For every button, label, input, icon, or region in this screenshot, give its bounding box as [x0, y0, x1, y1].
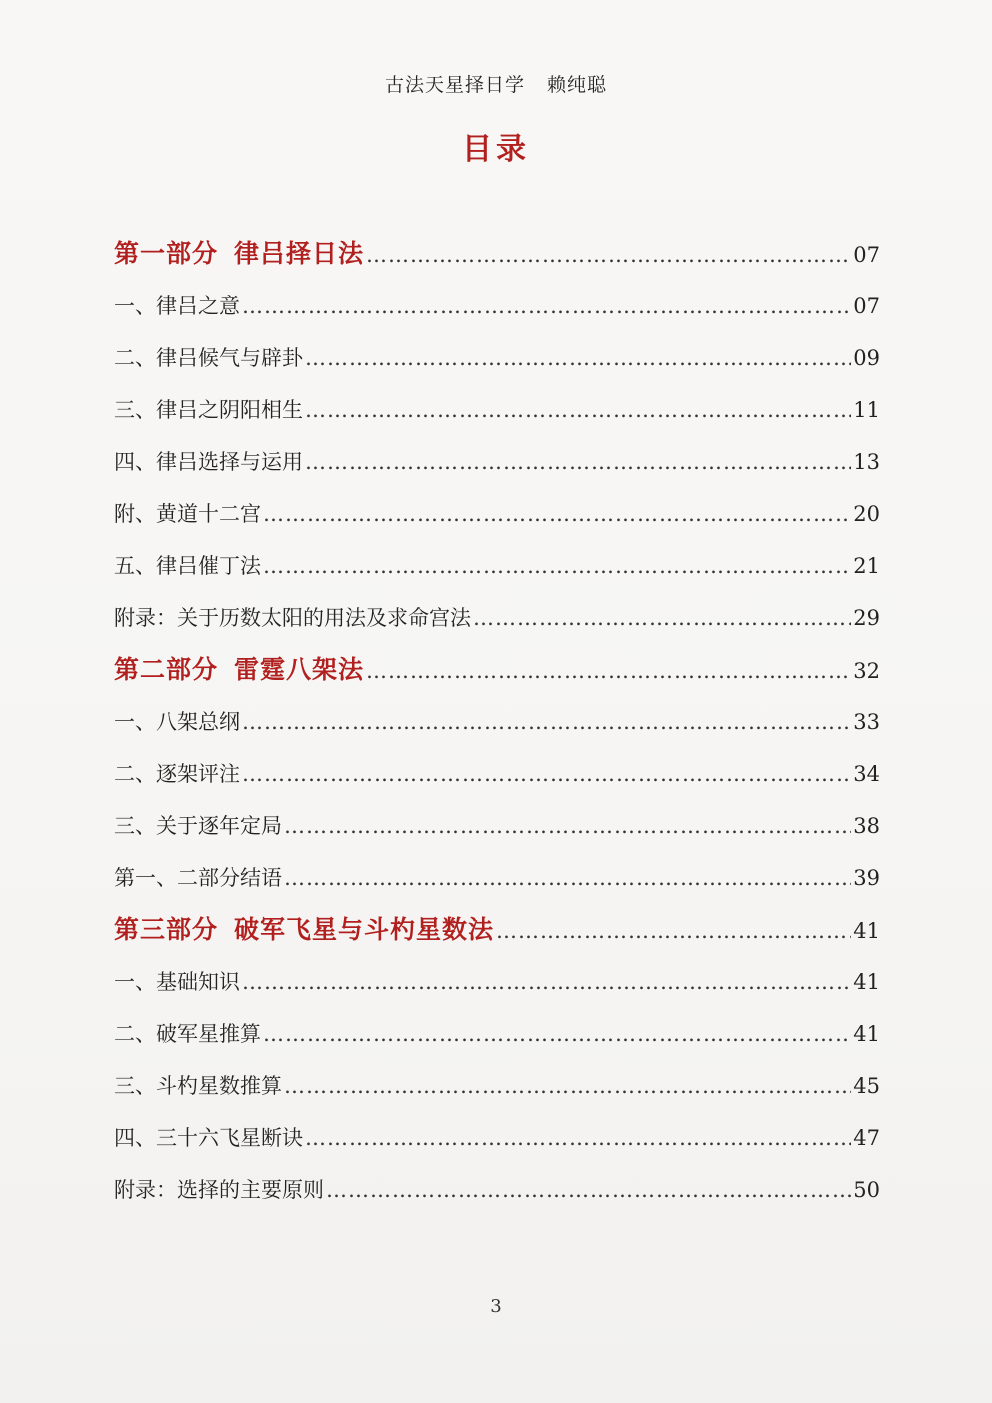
toc-entry-label: 三、关于逐年定局: [114, 814, 282, 838]
toc-entry-label: 一、律吕之意: [114, 294, 240, 318]
toc-entry-label: 附录：关于历数太阳的用法及求命宫法: [114, 606, 471, 630]
dot-leader: [366, 645, 851, 697]
toc-entry-label: 附、黄道十二宫: [114, 502, 261, 526]
toc-entry: [114, 592, 880, 644]
toc-entry: [114, 748, 880, 800]
page-number: 3: [490, 1296, 502, 1317]
toc-part-number: 第三部分: [114, 915, 219, 944]
toc-part-label: [114, 904, 494, 956]
toc-page-number: 34: [853, 762, 880, 786]
toc-part-number: 第一部分: [114, 239, 219, 268]
toc-page-number: 45: [853, 1074, 880, 1098]
table-of-contents: [114, 228, 880, 1216]
toc-part-name: 破军飞星与斗杓星数法: [234, 915, 495, 944]
toc-entry: [114, 800, 880, 852]
toc-part-heading: [114, 904, 880, 956]
toc-page-number: 38: [853, 814, 880, 838]
toc-entry-label: 二、逐架评注: [114, 762, 240, 786]
toc-page-number: 07: [853, 294, 880, 318]
toc-entry: [114, 540, 880, 592]
toc-page-number: 39: [853, 866, 880, 890]
dot-leader: [326, 1164, 851, 1216]
toc-entry-label: 二、破军星推算: [114, 1022, 261, 1046]
dot-leader: [305, 384, 851, 436]
toc-entry-label: 三、斗杓星数推算: [114, 1074, 282, 1098]
toc-entry: [114, 384, 880, 436]
dot-leader: [284, 800, 851, 852]
dot-leader: [284, 852, 851, 904]
dot-leader: [305, 1112, 851, 1164]
dot-leader: [242, 696, 851, 748]
toc-page-number: 41: [853, 919, 880, 943]
toc-entry: [114, 696, 880, 748]
dot-leader: [242, 280, 851, 332]
toc-page-number: 32: [853, 659, 880, 683]
toc-entry: [114, 852, 880, 904]
toc-entry: [114, 280, 880, 332]
dot-leader: [366, 229, 851, 281]
toc-entry-label: 一、八架总纲: [114, 710, 240, 734]
author-name: 赖纯聪: [547, 74, 608, 96]
toc-page-number: 09: [853, 346, 880, 370]
toc-page-number: 33: [853, 710, 880, 734]
dot-leader: [496, 905, 851, 957]
toc-page-number: 50: [853, 1178, 880, 1202]
toc-page-number: 13: [853, 450, 880, 474]
toc-part-number: 第二部分: [114, 655, 219, 684]
dot-leader: [263, 488, 851, 540]
toc-entry: [114, 1112, 880, 1164]
toc-page-number: 29: [853, 606, 880, 630]
toc-entry-label: 四、三十六飞星断诀: [114, 1126, 303, 1150]
toc-part-label: [114, 228, 364, 280]
toc-page-number: 20: [853, 502, 880, 526]
dot-leader: [263, 1008, 851, 1060]
dot-leader: [284, 1060, 851, 1112]
dot-leader: [305, 332, 851, 384]
dot-leader: [242, 748, 851, 800]
toc-entry-label: 第一、二部分结语: [114, 866, 282, 890]
toc-page-number: 41: [853, 1022, 880, 1046]
toc-part-name: 律吕择日法: [234, 239, 365, 268]
toc-part-heading: [114, 228, 880, 280]
toc-part-heading: [114, 644, 880, 696]
dot-leader: [263, 540, 851, 592]
dot-leader: [242, 956, 851, 1008]
toc-part-label: [114, 644, 364, 696]
toc-page-number: 11: [853, 398, 880, 422]
toc-entry: [114, 488, 880, 540]
toc-page-number: 41: [853, 970, 880, 994]
toc-entry: [114, 1060, 880, 1112]
toc-page-number: 21: [853, 554, 880, 578]
toc-page-number: 07: [853, 243, 880, 267]
toc-entry: [114, 956, 880, 1008]
toc-entry-label: 二、律吕候气与辟卦: [114, 346, 303, 370]
book-title: 古法天星择日学: [384, 74, 525, 96]
toc-entry: [114, 436, 880, 488]
toc-part-name: 雷霆八架法: [234, 655, 365, 684]
toc-entry-label: 三、律吕之阴阳相生: [114, 398, 303, 422]
toc-entry-label: 附录：选择的主要原则: [114, 1178, 324, 1202]
toc-entry: [114, 1008, 880, 1060]
toc-entry: [114, 1164, 880, 1216]
toc-page-number: 47: [853, 1126, 880, 1150]
toc-entry-label: 一、基础知识: [114, 970, 240, 994]
page-title: 目录: [462, 132, 530, 167]
dot-leader: [473, 592, 851, 644]
running-header: [0, 70, 992, 97]
toc-entry: [114, 332, 880, 384]
dot-leader: [305, 436, 851, 488]
toc-entry-label: 四、律吕选择与运用: [114, 450, 303, 474]
toc-entry-label: 五、律吕催丁法: [114, 554, 261, 578]
